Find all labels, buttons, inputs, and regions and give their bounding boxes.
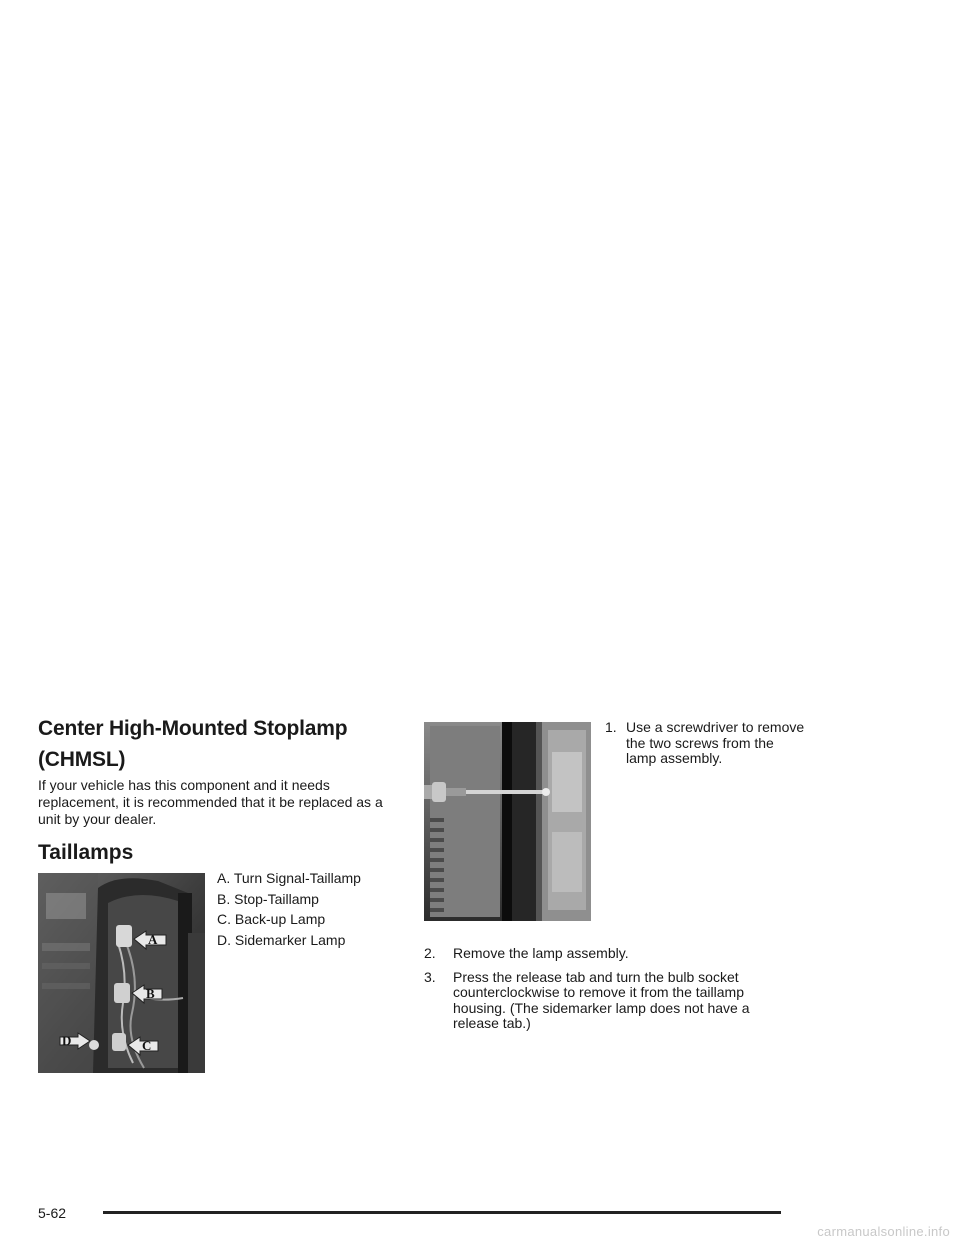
step-3-text: Press the release tab and turn the bulb socket counterclockwise to remove it from the taillamp housing. (The sidemarker lamp does not have a release tab.) [453, 968, 750, 1031]
steps-list [424, 946, 794, 1040]
taillamp-socket-photo [38, 873, 205, 1073]
taillamp-socket-illustration [38, 873, 205, 1073]
screwdriver-illustration [424, 722, 591, 921]
section-heading-chmsl: Center High-Mounted Stoplamp (CHMSL) [38, 717, 348, 771]
legend-item-a: A. Turn Signal-Taillamp [217, 870, 361, 886]
legend-item-c: C. Back-up Lamp [217, 911, 326, 927]
chmsl-paragraph: If your vehicle has this component and it needs replacement, it is recommended that it be replaced as a unit by your dealer. [38, 777, 383, 827]
step-1-text: Use a screwdriver to remove the two screws from the lamp assembly. [626, 719, 805, 766]
callout-a: A [148, 932, 158, 947]
page-number: 5-62 [38, 1205, 67, 1221]
callout-b: B [146, 986, 155, 1001]
callout-d: D [62, 1033, 72, 1048]
taillamp-legend [217, 870, 361, 952]
step-2-number: 2. [424, 945, 436, 961]
step-3-number: 3. [424, 968, 436, 985]
step-1-number: 1. [605, 719, 617, 735]
legend-item-b: B. Stop-Taillamp [217, 890, 319, 907]
step-1 [605, 720, 805, 767]
step-2-text: Remove the lamp assembly. [453, 945, 629, 961]
step-2 [424, 946, 794, 962]
screwdriver-photo [424, 722, 591, 921]
callout-c: C [142, 1038, 152, 1053]
watermark: carmanualsonline.info [817, 1224, 950, 1239]
section-heading-taillamps: Taillamps [38, 841, 134, 864]
footer-rule [103, 1211, 781, 1214]
legend-item-d: D. Sidemarker Lamp [217, 931, 346, 948]
step-3 [424, 970, 794, 1032]
